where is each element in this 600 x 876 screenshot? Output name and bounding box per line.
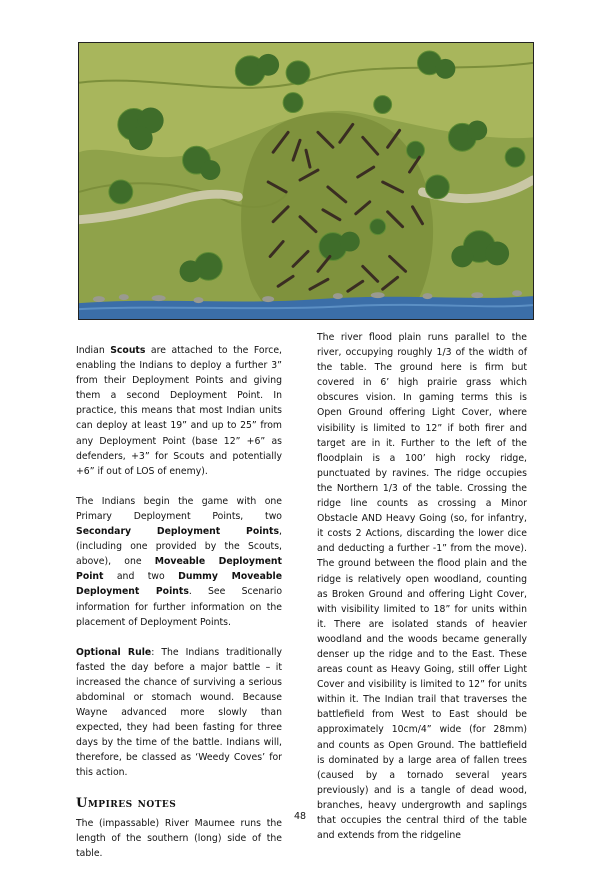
battlefield-map-svg <box>79 43 533 319</box>
scouts-paragraph: Indian Scouts are attached to the Force, enabling the Indians to deploy a further 3” from their Deployment Points and giving them a second Deployment Point. In practice, this means that most Indian units can deploy at least 19” and up to 25” from any Deployment Point (base 12” +6” as defenders, +3” for Scouts and potentially +6” if out of LOS of enemy). <box>76 345 282 477</box>
tree-clump <box>286 61 310 85</box>
tree-clump <box>505 147 525 167</box>
optional-rule-paragraph: Optional Rule: The Indians traditionally fasted the day before a major battle – it increased the chance of surviving a serious abdominal or stomach wound. Because Wayne advanced more slowly than expected, they had been fasting for three days by the time of the battle. Indians will, therefore, be classed as ‘Weedy Coves’ for this action. <box>76 646 282 779</box>
tree-clump <box>283 93 303 113</box>
battlefield-map <box>78 42 534 320</box>
river-paragraph: The (impassable) River Maumee runs the length of the southern (long) side of the table. <box>76 817 282 859</box>
tree-clump <box>425 175 449 199</box>
umpires-notes-heading: Umpires notes <box>76 795 177 811</box>
page-number: 48 <box>293 811 307 822</box>
right-text-column <box>317 330 527 843</box>
terrain-paragraph: The river flood plain runs parallel to the river, occupying roughly 1/3 of the width of the table. The ground here is firm but covered in 6’ high prairie grass which obscures vision. In gaming terms this is Open Ground offering Light Cover, where visibility is limited to 12” if both firer and target are in it. Further to the left of the floodplain is a 100’ high rocky ridge, punctuated by ravines. The ridge occupies the Northern 1/3 of the table. Crossing the ridge line counts as crossing a Minor Obstacle AND Heavy Going (so, for infantry, it costs 2 Actions, discarding the lower dice and deducting a further -1” from the move). The ground between the flood plain and the ridge is relatively open woodland, counting as Broken Ground and offering Light Cover, with visibility limited to 18” for units within it. There are isolated stands of heavier woodland and the woods became generally denser up the ridge and to the East. These areas count as Heavy Going, still offer Light Cover and visibility is limited to 12” for units within it. The Indian trail that traverses the battlefield from West to East should be approximately 10cm/4” wide (for 28mm) and counts as Open Ground. The battlefield is dominated by a large area of fallen trees (caused by a tornado several years previously) and is a tangle of dead wood, branches, heavy undergrowth and saplings that occupies the central third of the table and extends from the ridgeline <box>317 332 527 842</box>
tree-clump <box>109 180 133 204</box>
tree-clump <box>374 96 392 114</box>
tree-clump <box>407 141 425 159</box>
left-text-column <box>76 343 282 876</box>
deployment-paragraph: The Indians begin the game with one Primary Deployment Points, two Secondary Deployment Points, (including one provided by the Scouts, above), one Moveable Deployment Point and two Dummy Moveable Deployment Points. See Scenario information for further information on the placement of Deployment Points. <box>76 495 283 628</box>
tree-clump <box>370 219 386 235</box>
